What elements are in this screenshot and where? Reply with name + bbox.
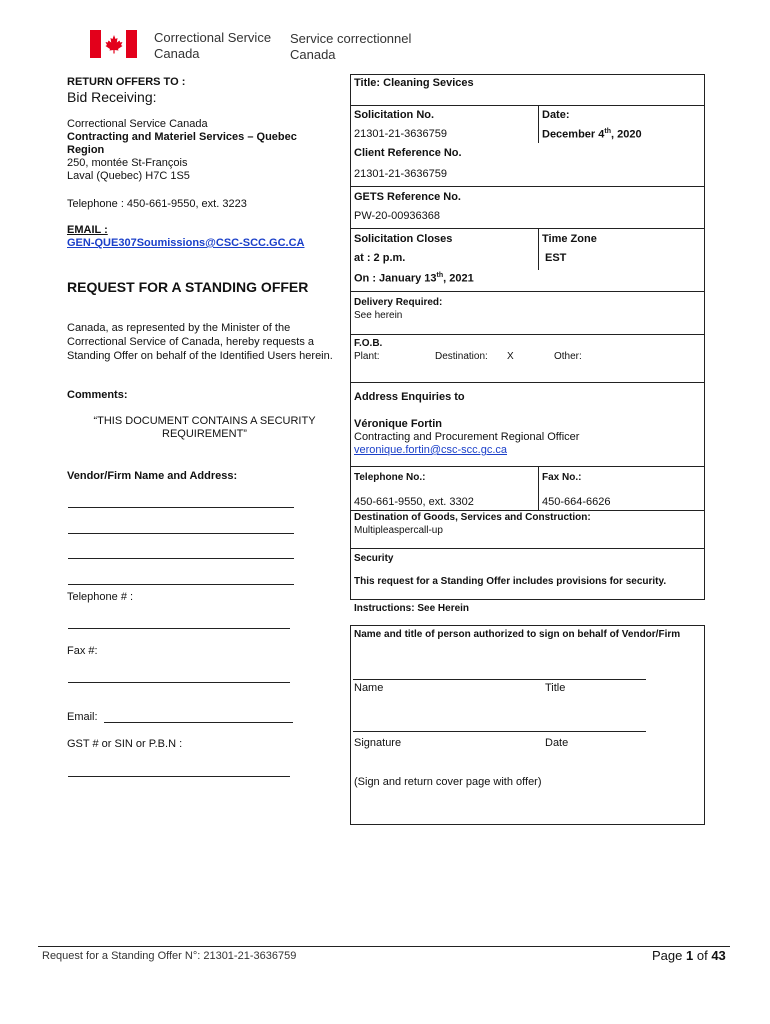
footer-divider: [38, 946, 730, 947]
address-line: 250, montée St-François: [67, 157, 188, 169]
return-email-link[interactable]: GEN-QUE307Soumissions@CSC-SCC.GC.CA: [67, 237, 305, 249]
closes-date-text: On : January 13: [354, 272, 437, 285]
title-label: Title: [545, 682, 566, 694]
vendor-line-4[interactable]: [68, 584, 294, 585]
date-label: Date:: [542, 109, 570, 121]
date-text: December 4: [542, 128, 605, 141]
enquiries-email-link[interactable]: veronique.fortin@csc-scc.gc.ca: [354, 444, 508, 456]
page-of: of: [696, 948, 708, 963]
page-word: Page: [652, 948, 683, 963]
security-label: Security: [354, 553, 394, 564]
fax-field-line[interactable]: [68, 682, 290, 683]
page-number: [652, 948, 726, 963]
fax-value: 450-664-6626: [542, 496, 611, 508]
vendor-line-1[interactable]: [68, 507, 294, 508]
telephone-field-label: Telephone # :: [67, 591, 134, 603]
solicitation-title: Title: Cleaning Sevices: [354, 77, 474, 89]
destination-value: Multipleaspercall-up: [354, 525, 443, 536]
vendor-label: Vendor/Firm Name and Address:: [67, 470, 238, 482]
comments-line: “THIS DOCUMENT CONTAINS A SECURITY: [93, 415, 316, 427]
closes-date-year: , 2021: [443, 272, 474, 285]
fob-label: F.O.B.: [354, 338, 383, 349]
rso-line: Standing Offer on behalf of the Identified Users herein.: [67, 350, 333, 362]
closes-time: at : 2 p.m.: [354, 252, 406, 264]
rso-line: Canada, as represented by the Minister of the: [67, 322, 291, 334]
telephone-field-line[interactable]: [68, 628, 290, 629]
name-title-line[interactable]: [353, 679, 646, 680]
enquiries-name: Véronique Fortin: [354, 418, 442, 430]
address-line: Contracting and Materiel Services – Quebec: [67, 131, 297, 143]
address-line: Laval (Quebec) H7C 1S5: [67, 170, 190, 182]
signature-label: Signature: [354, 737, 402, 749]
maple-leaf-icon: [104, 34, 124, 54]
rso-line: Correctional Service of Canada, hereby requests a: [67, 336, 315, 348]
delivery-label: Delivery Required:: [354, 297, 443, 308]
dept-en-line-1: Correctional Service: [154, 30, 272, 45]
fob-destination-mark: X: [507, 351, 514, 362]
bid-receiving: Bid Receiving:: [67, 89, 157, 105]
dept-name-en: [154, 30, 271, 62]
destination-label: Destination of Goods, Services and Construction:: [354, 512, 591, 523]
fax-field-label: Fax #:: [67, 645, 98, 657]
time-zone-label: Time Zone: [542, 233, 597, 245]
footer-reference: Request for a Standing Offer N°: 21301-21-3636759: [42, 950, 297, 962]
return-note: (Sign and return cover page with offer): [354, 776, 542, 788]
email-field-label: Email:: [67, 711, 98, 723]
address-line: Region: [67, 144, 105, 156]
closes-label: Solicitation Closes: [354, 233, 453, 245]
closes-date-sup: th: [436, 272, 444, 279]
gst-field-line[interactable]: [68, 776, 290, 777]
email-field-line[interactable]: [104, 722, 293, 723]
dept-en-line-2: Canada: [154, 46, 200, 61]
date-value: [542, 128, 642, 141]
closes-date: [354, 272, 474, 285]
return-telephone: Telephone : 450-661-9550, ext. 3223: [67, 198, 247, 210]
date-year: , 2020: [610, 128, 642, 141]
telephone-label: Telephone No.:: [354, 472, 426, 483]
dept-name-fr: [290, 31, 411, 63]
enquiries-label: Address Enquiries to: [354, 391, 465, 403]
signature-heading: Name and title of person authorized to sign on behalf of Vendor/Firm: [354, 629, 681, 640]
comments-line: REQUIREMENT”: [162, 428, 247, 440]
solicitation-no-label: Solicitation No.: [354, 109, 435, 121]
client-ref-value: 21301-21-3636759: [354, 168, 447, 180]
client-ref-label: Client Reference No.: [354, 147, 462, 159]
gets-ref-label: GETS Reference No.: [354, 191, 461, 203]
enquiries-title: Contracting and Procurement Regional Officer: [354, 431, 580, 443]
gst-field-label: GST # or SIN or P.B.N :: [67, 738, 183, 750]
security-text: This request for a Standing Offer includes provisions for security.: [354, 576, 667, 587]
comments-label: Comments:: [67, 389, 128, 401]
solicitation-no-value: 21301-21-3636759: [354, 128, 447, 140]
email-label: EMAIL :: [67, 224, 108, 236]
fob-other: Other:: [554, 351, 582, 362]
name-label: Name: [354, 682, 384, 694]
date-sign-label: Date: [545, 737, 569, 749]
vendor-line-3[interactable]: [68, 558, 294, 559]
page-current: 1: [686, 948, 694, 963]
address-line: Correctional Service Canada: [67, 118, 208, 130]
return-address: [67, 118, 297, 183]
signature-box: [350, 625, 705, 825]
fax-label: Fax No.:: [542, 472, 582, 483]
date-sup: th: [604, 128, 611, 135]
time-zone-value: EST: [545, 252, 567, 264]
signature-date-line[interactable]: [353, 731, 646, 732]
rso-paragraph: [67, 321, 333, 363]
vendor-line-2[interactable]: [68, 533, 294, 534]
dept-fr-line-2: Canada: [290, 47, 336, 62]
canada-flag-icon: [90, 30, 137, 58]
page-total: 43: [711, 948, 726, 963]
page-title: REQUEST FOR A STANDING OFFER: [67, 279, 309, 295]
fob-destination: Destination:: [435, 351, 488, 362]
instructions-text: Instructions: See Herein: [354, 603, 470, 614]
fob-plant: Plant:: [354, 351, 380, 362]
gets-ref-value: PW-20-00936368: [354, 210, 441, 222]
return-offers-label: RETURN OFFERS TO :: [67, 76, 186, 88]
delivery-value: See herein: [354, 310, 403, 321]
telephone-value: 450-661-9550, ext. 3302: [354, 496, 474, 508]
dept-fr-line-1: Service correctionnel: [290, 31, 412, 46]
comments-text: [67, 415, 342, 441]
